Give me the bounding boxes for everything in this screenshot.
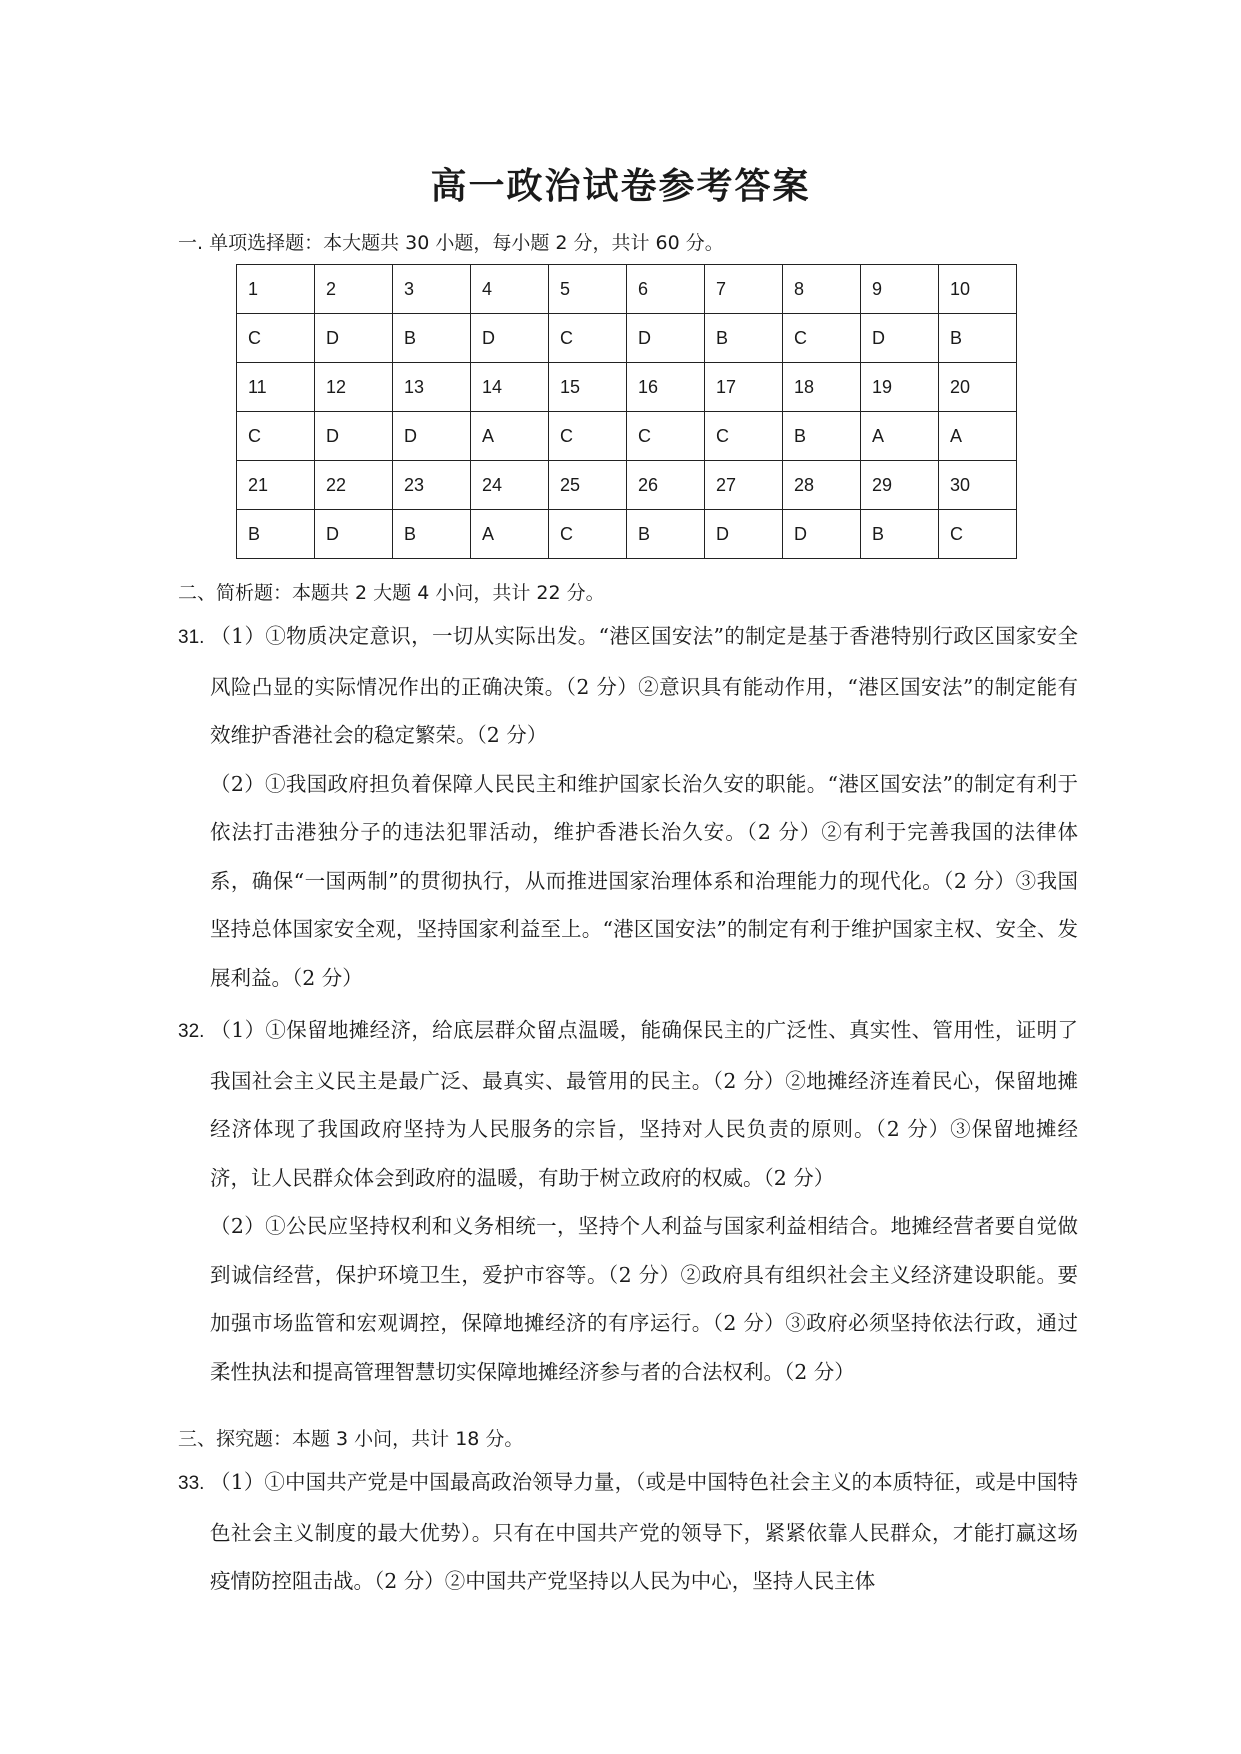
question-number-cell: 9 [861, 265, 939, 314]
question-33-part-1-text: （1）①中国共产党是中国最高政治领导力量，（或是中国特色社会主义的本质特征，或是中国特色社会主义制度的最大优势）。只有在中国共产党的领导下，紧紧依靠人民群众，才能打赢这场疫情防控阻击战。（2 分）②中国共产党坚持以人民为中心，坚持人民主体 [210, 1470, 1078, 1593]
question-32-part-2: （2）①公民应坚持权利和义务相统一，坚持个人利益与国家利益相结合。地摊经营者要自觉做到诚信经营，保护环境卫生，爱护市容等。（2 分）②政府具有组织社会主义经济建设职能。要加强市场监管和宏观调控，保障地摊经济的有序运行。（2 分）③政府必须坚持依法行政，通过柔性执法和提高管理智慧切实保障地摊经济参与者的合法权利。（2 分） [210, 1214, 1078, 1384]
question-number-cell: 26 [627, 461, 705, 510]
answer-cell: D [471, 314, 549, 363]
answer-cell: D [393, 412, 471, 461]
question-number-cell: 1 [237, 265, 315, 314]
answer-cell: D [783, 510, 861, 559]
question-33-number: 33. [178, 1473, 205, 1494]
answer-cell: A [939, 412, 1017, 461]
answer-cell: C [549, 412, 627, 461]
question-31-part-2: （2）①我国政府担负着保障人民民主和维护国家长治久安的职能。“港区国安法”的制定有利于依法打击港独分子的违法犯罪活动，维护香港长治久安。（2 分）②有利于完善我国的法律体系，确保“一国两制”的贯彻执行，从而推进国家治理体系和治理能力的现代化。（2 分）③我国坚持总体国家安全观，坚持国家利益至上。“港区国安法”的制定有利于维护国家主权、安全、发展利益。（2 分） [210, 771, 1078, 990]
question-number-row [237, 461, 1017, 510]
question-number-cell: 23 [393, 461, 471, 510]
answer-cell: C [783, 314, 861, 363]
answer-row [237, 510, 1017, 559]
question-number-row [237, 265, 1017, 314]
question-number-cell: 16 [627, 363, 705, 412]
question-number-cell: 18 [783, 363, 861, 412]
question-31-part-1 [178, 612, 1078, 760]
answer-cell: B [783, 412, 861, 461]
question-32 [178, 1006, 1078, 1396]
question-number-cell: 19 [861, 363, 939, 412]
question-number-cell: 8 [783, 265, 861, 314]
question-31-part-1-text: （1）①物质决定意识，一切从实际出发。“港区国安法”的制定是基于香港特别行政区国家安全风险凸显的实际情况作出的正确决策。（2 分）②意识具有能动作用，“港区国安法”的制定能有效维护香港社会的稳定繁荣。（2 分） [210, 624, 1078, 747]
answer-cell: C [549, 314, 627, 363]
answer-cell: D [705, 510, 783, 559]
page-title: 高一政治试卷参考答案 [430, 165, 811, 207]
section-2-heading: 二、简析题：本题共 2 大题 4 小问，共计 22 分。 [178, 582, 605, 604]
answer-cell: A [471, 510, 549, 559]
question-32-part-1 [178, 1006, 1078, 1202]
question-number-row [237, 363, 1017, 412]
question-number-cell: 10 [939, 265, 1017, 314]
answer-cell: C [237, 412, 315, 461]
question-33 [178, 1458, 1078, 1606]
question-number-cell: 28 [783, 461, 861, 510]
question-31 [178, 612, 1078, 1002]
question-number-cell: 24 [471, 461, 549, 510]
answer-cell: D [315, 314, 393, 363]
question-number-cell: 5 [549, 265, 627, 314]
question-number-cell: 22 [315, 461, 393, 510]
question-number-cell: 20 [939, 363, 1017, 412]
question-number-cell: 14 [471, 363, 549, 412]
answer-cell: B [627, 510, 705, 559]
answer-cell: B [939, 314, 1017, 363]
question-number-cell: 17 [705, 363, 783, 412]
question-32-number: 32. [178, 1021, 205, 1042]
question-number-cell: 11 [237, 363, 315, 412]
answer-cell: B [705, 314, 783, 363]
question-33-part-1 [178, 1458, 1078, 1606]
answer-cell: C [237, 314, 315, 363]
answer-cell: D [315, 412, 393, 461]
question-number-cell: 7 [705, 265, 783, 314]
question-number-cell: 2 [315, 265, 393, 314]
answer-cell: C [705, 412, 783, 461]
question-number-cell: 12 [315, 363, 393, 412]
answer-cell: C [549, 510, 627, 559]
answer-cell: B [237, 510, 315, 559]
question-number-cell: 27 [705, 461, 783, 510]
answer-cell: A [861, 412, 939, 461]
answer-table [236, 264, 1017, 559]
question-32-part-1-text: （1）①保留地摊经济，给底层群众留点温暖，能确保民主的广泛性、真实性、管用性，证明了我国社会主义民主是最广泛、最真实、最管用的民主。（2 分）②地摊经济连着民心，保留地摊经济体现了我国政府坚持为人民服务的宗旨，坚持对人民负责的原则。（2 分）③保留地摊经济，让人民群众体会到政府的温暖，有助于树立政府的权威。（2 分） [210, 1018, 1078, 1190]
question-number-cell: 4 [471, 265, 549, 314]
answer-cell: B [393, 510, 471, 559]
section-3-heading: 三、探究题：本题 3 小问，共计 18 分。 [178, 1428, 524, 1450]
question-number-cell: 29 [861, 461, 939, 510]
answer-row [237, 314, 1017, 363]
question-number-cell: 30 [939, 461, 1017, 510]
answer-cell: C [939, 510, 1017, 559]
answer-cell: C [627, 412, 705, 461]
question-31-number: 31. [178, 627, 205, 648]
answer-cell: A [471, 412, 549, 461]
answer-row [237, 412, 1017, 461]
answer-cell: B [393, 314, 471, 363]
question-number-cell: 6 [627, 265, 705, 314]
section-1-heading: 一. 单项选择题：本大题共 30 小题，每小题 2 分，共计 60 分。 [178, 232, 724, 254]
answer-cell: B [861, 510, 939, 559]
answer-cell: D [315, 510, 393, 559]
answer-cell: D [627, 314, 705, 363]
question-number-cell: 3 [393, 265, 471, 314]
question-number-cell: 25 [549, 461, 627, 510]
answer-cell: D [861, 314, 939, 363]
question-number-cell: 15 [549, 363, 627, 412]
question-number-cell: 21 [237, 461, 315, 510]
question-number-cell: 13 [393, 363, 471, 412]
